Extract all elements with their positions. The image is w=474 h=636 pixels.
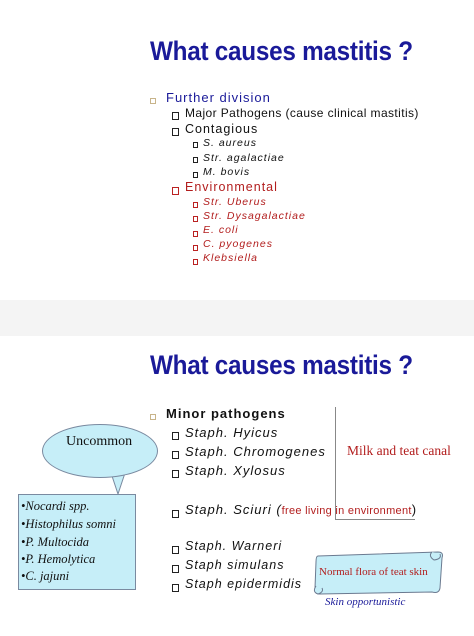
uncommon-item: •Nocardi spp. [21,499,90,513]
skin-opportunistic-note: Skin opportunistic [325,596,406,608]
staph-item: Staph. Xylosus [185,463,286,478]
bullet-icon [193,231,198,237]
bullet-icon [193,245,198,251]
minor-pathogens-label: Minor pathogens [166,406,286,421]
bullet-icon [172,187,179,195]
staph-sciuri [185,502,417,517]
bullet-icon [150,98,156,104]
uncommon-item: •Histophilus somni [21,517,117,531]
environmental-item: Str. Dysagalactiae [203,210,306,222]
slide-separator [0,300,474,336]
bullet-icon [193,259,198,265]
bullet-icon [193,157,198,163]
sciuri-close: ) [411,502,418,517]
uncommon-item: •P. Multocida [21,535,90,549]
bullet-icon [193,216,198,222]
slide-1-title: What causes mastitis ? [150,36,413,66]
staph-item: Staph. Warneri [185,539,283,553]
environmental-item: Str. Uberus [203,196,267,208]
bullet-icon [193,172,198,178]
staph-item: Staph. Chromogenes [185,444,326,459]
environmental-item: Klebsiella [203,252,258,264]
contagious-item: M. bovis [203,166,251,178]
bullet-icon [150,414,156,420]
bracket-line [335,519,415,520]
bullet-icon [172,565,179,573]
environmental-item: E. coli [203,224,239,236]
major-pathogens: Major Pathogens (cause clinical mastitis) [185,106,419,120]
environmental-label: Environmental [185,180,278,194]
bullet-icon [172,510,179,518]
staph-item: Staph simulans [185,558,285,572]
contagious-item: Str. agalactiae [203,152,285,164]
milk-teat-canal-note: Milk and teat canal [347,443,451,458]
environmental-item: C. pyogenes [203,238,273,250]
bullet-icon [193,142,198,148]
bullet-icon [172,546,179,554]
sciuri-name: Staph. Sciuri ( [185,502,282,517]
bullet-icon [172,470,179,478]
contagious-label: Contagious [185,122,259,136]
bullet-icon [172,128,179,136]
bullet-icon [172,451,179,459]
slide-2-title: What causes mastitis ? [150,350,413,380]
staph-item: Staph. Hyicus [185,425,279,440]
bullet-icon [172,584,179,592]
sciuri-note: free living in environment [281,505,412,517]
further-division: Further division [166,90,271,105]
bullet-icon [172,432,179,440]
bullet-icon [172,112,179,120]
bullet-icon [193,202,198,208]
contagious-item: S. aureus [203,137,257,149]
uncommon-item: •C. jajuni [21,569,70,583]
uncommon-label: Uncommon [66,434,133,449]
staph-item: Staph epidermidis [185,577,303,591]
teat-skin-note: Normal flora of teat skin [319,566,428,578]
uncommon-item: •P. Hemolytica [21,552,96,566]
slide-1 [0,0,474,300]
uncommon-bubble [42,424,158,478]
